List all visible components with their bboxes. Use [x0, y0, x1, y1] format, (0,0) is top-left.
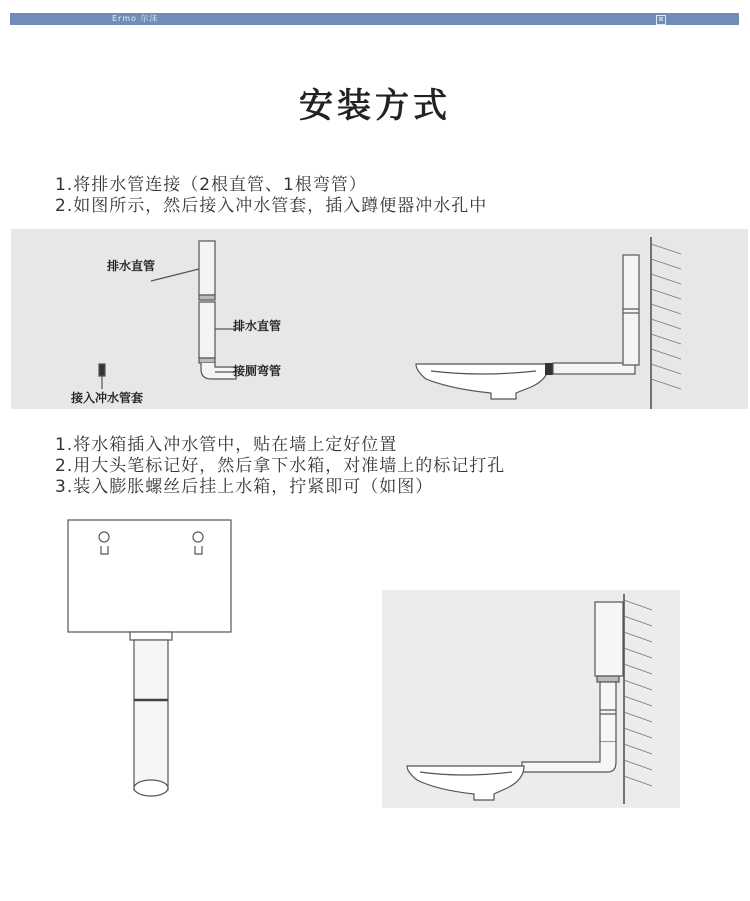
label-flush-sleeve: 接入冲水管套	[71, 391, 144, 405]
label-elbow-pipe: 接厕弯管	[233, 364, 282, 378]
section2-step-1: 1.将水箱插入冲水管中，贴在墙上定好位置	[55, 435, 398, 455]
installed-tank-panel	[382, 590, 680, 808]
label-straight-pipe-mid: 排水直管	[233, 319, 282, 333]
close-icon[interactable]: ⊠	[656, 15, 666, 25]
section2-steps	[55, 435, 505, 498]
page-title: 安装方式	[299, 86, 451, 126]
brand-logo: Ermo 尔沫	[112, 14, 159, 23]
pipe-assembly-panel	[11, 229, 748, 409]
section1-step-2: 2.如图所示，然后接入冲水管套，插入蹲便器冲水孔中	[55, 196, 488, 216]
section1-steps	[55, 175, 487, 217]
label-straight-pipe-top: 排水直管	[107, 259, 156, 273]
installed-tank-illustration	[382, 590, 680, 808]
pipe-assembly-illustration	[11, 229, 748, 409]
top-bar	[10, 13, 739, 25]
section2-step-2: 2.用大头笔标记好，然后拿下水箱，对准墙上的标记打孔	[55, 456, 506, 476]
section2-step-3: 3.装入膨胀螺丝后挂上水箱，拧紧即可（如图）	[55, 477, 434, 497]
tank-pipe-illustration	[66, 518, 236, 800]
section1-step-1: 1.将排水管连接（2根直管、1根弯管）	[55, 175, 367, 195]
